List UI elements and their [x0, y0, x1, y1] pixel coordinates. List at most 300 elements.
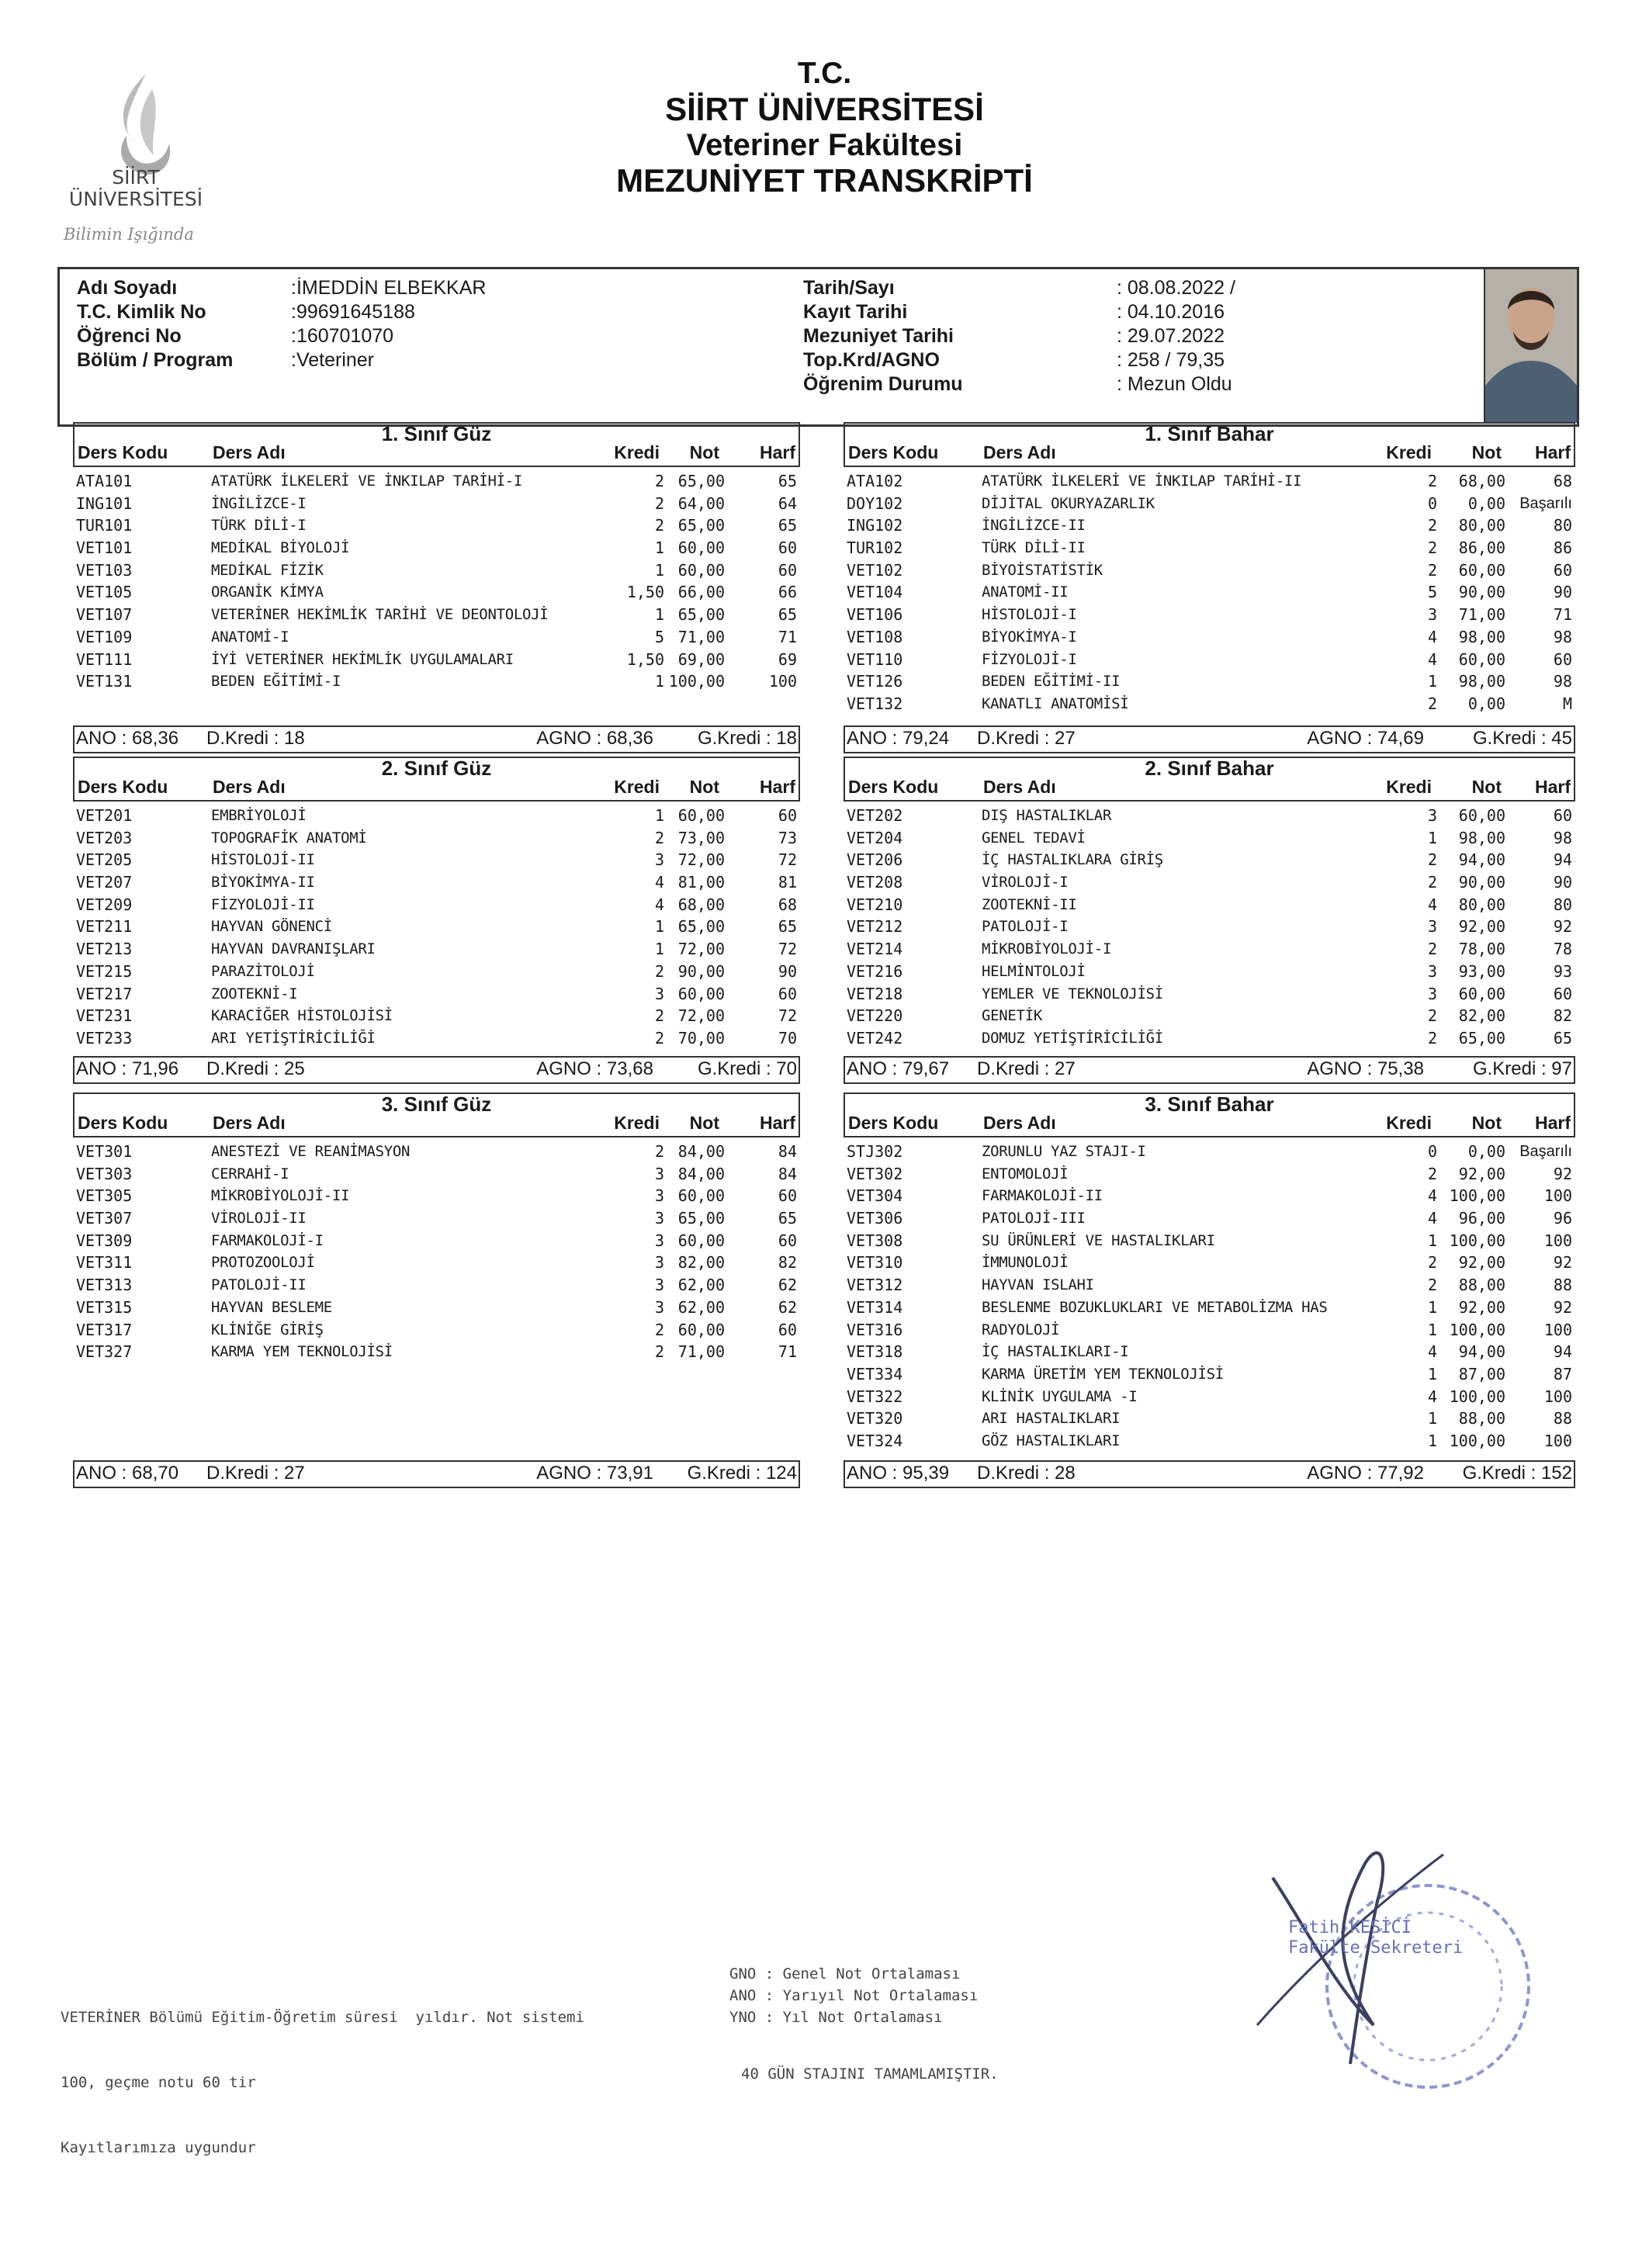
- course-row: [844, 961, 1575, 983]
- course-not: 90,00: [1458, 873, 1505, 892]
- course-code: VET304: [847, 1186, 903, 1206]
- course-row: [844, 1163, 1575, 1186]
- course-row: [844, 626, 1575, 649]
- course-name: GENETİK: [982, 1007, 1042, 1025]
- summary-gkredi: G.Kredi : 152: [1462, 1463, 1572, 1484]
- course-kredi: 1: [1427, 1364, 1437, 1383]
- course-code: VET308: [847, 1231, 903, 1250]
- course-kredi: 1: [654, 806, 664, 825]
- course-not: 60,00: [1458, 984, 1505, 1003]
- course-not: 100,00: [1449, 1186, 1505, 1206]
- course-harf: 71: [778, 627, 797, 646]
- course-kredi: 3: [654, 984, 664, 1003]
- footer-note-3: Kayıtlarımıza uygundur: [61, 2139, 256, 2156]
- course-harf: Başarılı: [1519, 1143, 1572, 1160]
- course-code: STJ302: [847, 1142, 903, 1161]
- course-not: 72,00: [677, 850, 725, 870]
- course-name: BEDEN EĞİTİMİ-II: [982, 673, 1121, 691]
- course-harf: 60: [778, 984, 797, 1003]
- course-harf: 98: [1553, 672, 1572, 691]
- course-kredi: 3: [654, 1253, 664, 1273]
- course-name: PATOLOJİ-II: [211, 1276, 307, 1294]
- course-harf: 60: [1553, 649, 1572, 669]
- course-kredi: 3: [1427, 984, 1437, 1003]
- course-harf: 100: [1543, 1186, 1572, 1206]
- course-row: [73, 514, 800, 537]
- course-code: VET103: [76, 560, 133, 580]
- col-header-not: Not: [689, 1113, 719, 1133]
- col-header-harf: Harf: [759, 1113, 795, 1133]
- semester-header: [844, 422, 1575, 467]
- course-code: VET303: [76, 1164, 133, 1183]
- course-name: KARACİĞER HİSTOLOJİSİ: [211, 1007, 393, 1025]
- summary-dkredi: D.Kredi : 27: [977, 1058, 1076, 1079]
- course-list: [73, 1141, 800, 1363]
- course-code: VET211: [76, 917, 133, 937]
- course-name: HİSTOLOJİ-II: [211, 851, 315, 869]
- course-not: 92,00: [1458, 917, 1505, 937]
- course-kredi: 0: [1427, 1142, 1437, 1161]
- course-code: VET204: [847, 828, 903, 847]
- col-header-name: Ders Adı: [213, 1113, 286, 1133]
- summary-ano: ANO : 79,67: [847, 1058, 950, 1079]
- course-not: 71,00: [677, 1342, 725, 1362]
- summary-gkredi: G.Kredi : 18: [697, 728, 797, 749]
- course-harf: 90: [778, 961, 797, 981]
- col-header-harf: Harf: [1534, 777, 1571, 797]
- semester-title: 2. Sınıf Bahar: [1145, 757, 1274, 780]
- course-code: VET213: [76, 940, 133, 959]
- course-harf: 92: [1553, 1164, 1572, 1183]
- course-kredi: 1: [654, 560, 664, 580]
- semester-summary: [844, 1460, 1575, 1488]
- course-code: VET307: [76, 1209, 133, 1228]
- col-header-code: Ders Kodu: [78, 777, 168, 797]
- durum-label: Öğrenim Durumu: [803, 373, 963, 395]
- course-not: 98,00: [1458, 828, 1505, 847]
- course-name: ENTOMOLOJİ: [982, 1165, 1069, 1182]
- course-name: HAYVAN ISLAHI: [982, 1276, 1094, 1294]
- course-kredi: 2: [1427, 1253, 1437, 1273]
- course-not: 80,00: [1458, 516, 1505, 535]
- course-harf: 82: [1553, 1006, 1572, 1026]
- course-harf: 92: [1553, 1253, 1572, 1273]
- course-not: 65,00: [677, 472, 725, 490]
- course-code: VET318: [847, 1342, 903, 1362]
- tc-value: :99691645188: [291, 301, 415, 323]
- course-harf: 60: [1553, 806, 1572, 825]
- course-harf: 65: [1553, 1028, 1572, 1047]
- course-code: DOY102: [847, 493, 903, 513]
- col-header-kredi: Kredi: [614, 442, 660, 462]
- course-harf: 92: [1553, 1297, 1572, 1317]
- course-code: VET108: [847, 627, 903, 646]
- col-header-harf: Harf: [1534, 1113, 1571, 1133]
- course-harf: 82: [778, 1253, 797, 1273]
- course-harf: 90: [1553, 583, 1572, 602]
- col-header-not: Not: [689, 442, 719, 462]
- course-harf: 71: [778, 1342, 797, 1362]
- course-code: VET109: [76, 627, 133, 646]
- course-harf: 68: [1553, 472, 1572, 490]
- course-harf: 64: [778, 493, 797, 513]
- course-not: 100,00: [1449, 1431, 1505, 1450]
- course-list: [844, 470, 1575, 715]
- course-name: ATATÜRK İLKELERİ VE İNKILAP TARİHİ-I: [211, 473, 523, 490]
- footer-notes: [61, 1963, 584, 2180]
- semester-3-guz: [73, 1092, 800, 1487]
- course-harf: 62: [778, 1276, 797, 1295]
- course-code: VET316: [847, 1320, 903, 1339]
- student-info-box: [57, 267, 1579, 427]
- course-code: VET101: [76, 538, 133, 558]
- course-not: 92,00: [1458, 1164, 1505, 1183]
- course-harf: 60: [778, 806, 797, 825]
- course-kredi: 3: [654, 1186, 664, 1206]
- signatory: [1288, 1918, 1463, 1958]
- course-name: İÇ HASTALIKLARA GİRİŞ: [982, 851, 1163, 869]
- course-kredi: 1: [1427, 672, 1437, 691]
- course-list: [844, 1141, 1575, 1453]
- course-not: 66,00: [677, 583, 725, 602]
- course-not: 60,00: [677, 1231, 725, 1250]
- logo-wordmark: [62, 167, 210, 210]
- summary-gkredi: G.Kredi : 124: [687, 1463, 797, 1484]
- course-code: TUR102: [847, 538, 903, 558]
- course-row: [844, 1207, 1575, 1230]
- course-name: EMBRİYOLOJİ: [211, 807, 307, 824]
- course-not: 90,00: [1458, 583, 1505, 602]
- col-header-not: Not: [1471, 442, 1502, 462]
- footer-note-2: 100, geçme notu 60 tir: [61, 2074, 256, 2091]
- course-not: 60,00: [677, 1186, 725, 1206]
- course-row: [73, 1274, 800, 1297]
- semester-title: 3. Sınıf Bahar: [1145, 1092, 1274, 1116]
- legend-ano: ANO : Yarıyıl Not Ortalaması: [729, 1987, 979, 2004]
- col-header-name: Ders Adı: [983, 1113, 1056, 1133]
- course-harf: 93: [1553, 961, 1572, 981]
- course-name: MEDİKAL FİZİK: [211, 561, 324, 579]
- course-name: FİZYOLOJİ-I: [982, 650, 1077, 668]
- course-harf: M: [1562, 694, 1572, 713]
- ogrenci-value: :160701070: [291, 325, 394, 347]
- course-not: 60,00: [677, 538, 725, 558]
- course-harf: 60: [778, 538, 797, 558]
- course-kredi: 2: [654, 1342, 664, 1362]
- course-row: [844, 649, 1575, 671]
- course-name: ARI YETİŞTİRİCİLİĞİ: [211, 1029, 376, 1047]
- course-row: [73, 493, 800, 515]
- course-name: DIŞ HASTALIKLAR: [982, 807, 1112, 824]
- course-not: 60,00: [1458, 806, 1505, 825]
- course-harf: 65: [778, 1209, 797, 1228]
- course-kredi: 4: [1427, 895, 1437, 914]
- course-not: 60,00: [677, 560, 725, 580]
- course-kredi: 1: [1427, 1320, 1437, 1339]
- logo-motto: Bilimin Işığında: [64, 225, 194, 244]
- course-kredi: 1: [1427, 828, 1437, 847]
- course-kredi: 2: [654, 1028, 664, 1047]
- course-row: [844, 1252, 1575, 1274]
- course-row: [73, 1297, 800, 1319]
- course-name: İNGİLİZCE-II: [982, 517, 1086, 535]
- course-not: 82,00: [1458, 1006, 1505, 1026]
- course-row: [73, 1185, 800, 1207]
- course-code: VET315: [76, 1297, 133, 1317]
- course-harf: 80: [1553, 516, 1572, 535]
- semester-summary: [844, 1056, 1575, 1084]
- semester-header: [844, 757, 1575, 802]
- course-code: VET302: [847, 1164, 903, 1183]
- course-harf: 100: [1543, 1320, 1572, 1339]
- course-name: FİZYOLOJİ-II: [211, 895, 315, 913]
- summary-ano: ANO : 71,96: [76, 1058, 179, 1079]
- course-harf: 65: [778, 605, 797, 625]
- official-stamp-signature: [1242, 1831, 1544, 2095]
- signatory-name: Fatih KESİCİ: [1288, 1918, 1412, 1937]
- course-name: FARMAKOLOJİ-II: [982, 1187, 1103, 1205]
- course-not: 70,00: [677, 1028, 725, 1047]
- course-name: ORGANİK KİMYA: [211, 583, 324, 601]
- course-code: VET313: [76, 1276, 133, 1295]
- course-harf: 60: [778, 1186, 797, 1206]
- course-not: 60,00: [677, 1320, 725, 1339]
- col-header-kredi: Kredi: [614, 1113, 660, 1133]
- course-not: 80,00: [1458, 895, 1505, 914]
- course-row: [844, 1230, 1575, 1252]
- course-row: [844, 1430, 1575, 1453]
- summary-ano: ANO : 95,39: [847, 1463, 950, 1484]
- course-kredi: 4: [654, 873, 664, 892]
- course-name: ARI HASTALIKLARI: [982, 1410, 1121, 1428]
- course-harf: 68: [778, 895, 797, 914]
- col-header-code: Ders Kodu: [848, 777, 939, 797]
- course-row: [844, 1386, 1575, 1408]
- course-code: ING101: [76, 493, 133, 513]
- course-row: [844, 514, 1575, 537]
- legend-gno: GNO : Genel Not Ortalaması: [729, 1965, 961, 1982]
- course-not: 60,00: [1458, 560, 1505, 580]
- course-name: İÇ HASTALIKLARI-I: [982, 1343, 1129, 1361]
- course-harf: 60: [778, 560, 797, 580]
- mezuniyet-value: : 29.07.2022: [1117, 325, 1225, 347]
- course-harf: Başarılı: [1519, 494, 1572, 512]
- course-not: 96,00: [1458, 1209, 1505, 1228]
- course-kredi: 2: [654, 472, 664, 490]
- course-name: KANATLI ANATOMİSİ: [982, 694, 1129, 712]
- course-name: KLİNİĞE GİRİŞ: [211, 1321, 324, 1338]
- summary-agno: AGNO : 74,69: [1307, 728, 1424, 749]
- course-code: VET327: [76, 1342, 133, 1362]
- course-kredi: 4: [1427, 627, 1437, 646]
- semester-2-guz: [73, 757, 800, 1082]
- course-code: VET206: [847, 850, 903, 870]
- course-row: [73, 827, 800, 850]
- course-code: VET231: [76, 1006, 133, 1026]
- course-name: MİKROBİYOLOJİ-II: [211, 1187, 350, 1205]
- course-row: [844, 693, 1575, 715]
- course-harf: 86: [1553, 538, 1572, 558]
- course-harf: 88: [1553, 1276, 1572, 1295]
- course-code: VET111: [76, 649, 133, 669]
- course-name: BİYOİSTATİSTİK: [982, 561, 1103, 579]
- course-kredi: 3: [1427, 917, 1437, 937]
- semester-3-bahar: [844, 1092, 1575, 1487]
- course-row: [844, 1341, 1575, 1363]
- semester-summary: [73, 1460, 800, 1488]
- summary-dkredi: D.Kredi : 25: [206, 1058, 305, 1079]
- course-row: [73, 1141, 800, 1163]
- course-kredi: 4: [1427, 1209, 1437, 1228]
- course-kredi: 4: [654, 895, 664, 914]
- title-faculty: Veteriner Fakültesi: [686, 128, 963, 162]
- course-kredi: 1: [1427, 1231, 1437, 1250]
- course-name: RADYOLOJİ: [982, 1321, 1060, 1338]
- course-code: VET126: [847, 672, 903, 691]
- signatory-title: Fakülte Sekreteri: [1288, 1938, 1464, 1958]
- course-row: [844, 1297, 1575, 1319]
- course-row: [844, 894, 1575, 916]
- semester-2-bahar: [844, 757, 1575, 1082]
- course-row: [844, 559, 1575, 582]
- summary-agno: AGNO : 73,91: [536, 1463, 653, 1484]
- course-name: BESLENME BOZUKLUKLARI VE METABOLİZMA HAS: [982, 1298, 1328, 1316]
- course-row: [73, 916, 800, 938]
- course-name: İYİ VETERİNER HEKİMLİK UYGULAMALARI: [211, 650, 514, 668]
- course-kredi: 2: [654, 516, 664, 535]
- course-not: 78,00: [1458, 940, 1505, 959]
- course-code: VET207: [76, 873, 133, 892]
- course-row: [73, 1252, 800, 1274]
- col-header-kredi: Kredi: [1386, 777, 1432, 797]
- course-not: 98,00: [1458, 672, 1505, 691]
- course-harf: 72: [778, 940, 797, 959]
- course-row: [844, 1005, 1575, 1027]
- course-not: 68,00: [677, 895, 725, 914]
- summary-dkredi: D.Kredi : 28: [977, 1463, 1076, 1484]
- course-harf: 60: [1553, 560, 1572, 580]
- course-harf: 71: [1553, 605, 1572, 625]
- summary-dkredi: D.Kredi : 27: [206, 1463, 305, 1484]
- course-row: [73, 849, 800, 871]
- course-code: VET309: [76, 1231, 133, 1250]
- course-kredi: 3: [654, 1164, 664, 1183]
- course-code: VET205: [76, 850, 133, 870]
- course-not: 100,00: [668, 672, 725, 691]
- course-not: 100,00: [1449, 1387, 1505, 1406]
- course-kredi: 2: [1427, 1006, 1437, 1026]
- col-header-code: Ders Kodu: [848, 442, 939, 462]
- course-not: 65,00: [677, 1209, 725, 1228]
- course-row: [844, 916, 1575, 938]
- course-harf: 65: [778, 516, 797, 535]
- course-name: HAYVAN GÖNENCİ: [211, 918, 332, 936]
- semester-header: [73, 757, 800, 802]
- course-harf: 100: [1543, 1387, 1572, 1406]
- course-code: VET312: [847, 1276, 903, 1295]
- course-row: [73, 1341, 800, 1363]
- course-name: HELMİNTOLOJİ: [982, 962, 1086, 980]
- course-row: [73, 537, 800, 559]
- title-university: SİİRT ÜNİVERSİTESİ: [665, 91, 984, 127]
- course-code: VET317: [76, 1320, 133, 1339]
- course-row: [844, 1185, 1575, 1207]
- course-kredi: 0: [1427, 493, 1437, 513]
- course-kredi: 2: [654, 493, 664, 513]
- course-kredi: 2: [654, 828, 664, 847]
- col-header-kredi: Kredi: [614, 777, 660, 797]
- internship-note: 40 GÜN STAJINI TAMAMLAMIŞTIR.: [741, 2065, 999, 2083]
- course-code: VET305: [76, 1186, 133, 1206]
- course-name: VİROLOJİ-I: [982, 874, 1069, 892]
- course-harf: 60: [778, 1231, 797, 1250]
- course-not: 92,00: [1458, 1297, 1505, 1317]
- course-name: KARMA YEM TEKNOLOJİSİ: [211, 1343, 393, 1361]
- course-kredi: 3: [654, 1231, 664, 1250]
- col-header-name: Ders Adı: [983, 442, 1056, 462]
- course-name: BİYOKİMYA-II: [211, 874, 315, 892]
- course-name: BİYOKİMYA-I: [982, 628, 1077, 646]
- course-kredi: 2: [1427, 694, 1437, 713]
- course-kredi: 3: [654, 1276, 664, 1295]
- course-row: [844, 581, 1575, 604]
- course-row: [844, 1027, 1575, 1050]
- course-row: [73, 1207, 800, 1230]
- course-row: [844, 827, 1575, 850]
- course-kredi: 5: [1427, 583, 1437, 602]
- course-kredi: 2: [654, 1006, 664, 1026]
- course-harf: 69: [778, 649, 797, 669]
- course-code: VET217: [76, 984, 133, 1003]
- course-code: VET201: [76, 806, 133, 825]
- course-kredi: 2: [1427, 560, 1437, 580]
- course-kredi: 3: [654, 850, 664, 870]
- kayit-value: : 04.10.2016: [1117, 301, 1225, 323]
- course-not: 62,00: [677, 1297, 725, 1317]
- course-name: ANATOMİ-I: [211, 628, 289, 646]
- course-kredi: 1: [654, 940, 664, 959]
- course-not: 94,00: [1458, 1342, 1505, 1362]
- course-name: CERRAHİ-I: [211, 1165, 289, 1182]
- course-not: 84,00: [677, 1164, 725, 1183]
- course-harf: 100: [1543, 1431, 1572, 1450]
- course-harf: 72: [778, 850, 797, 870]
- course-harf: 80: [1553, 895, 1572, 914]
- course-not: 92,00: [1458, 1253, 1505, 1273]
- course-kredi: 2: [1427, 873, 1437, 892]
- title-tc: T.C.: [797, 57, 852, 90]
- summary-agno: AGNO : 68,36: [536, 728, 653, 749]
- course-row: [73, 1319, 800, 1342]
- course-code: ING102: [847, 516, 903, 535]
- course-name: İNGİLİZCE-I: [211, 494, 307, 512]
- course-row: [73, 581, 800, 604]
- course-name: HAYVAN DAVRANIŞLARI: [211, 940, 376, 958]
- course-harf: 94: [1553, 1342, 1572, 1362]
- course-kredi: 4: [1427, 1342, 1437, 1362]
- semester-title: 1. Sınıf Bahar: [1145, 422, 1274, 445]
- summary-ano: ANO : 79,24: [847, 728, 950, 749]
- course-not: 98,00: [1458, 627, 1505, 646]
- course-row: [73, 559, 800, 582]
- course-not: 65,00: [677, 605, 725, 625]
- col-header-name: Ders Adı: [983, 777, 1056, 797]
- semester-title: 3. Sınıf Güz: [381, 1092, 492, 1116]
- course-kredi: 2: [1427, 1028, 1437, 1047]
- col-header-code: Ders Kodu: [78, 1113, 168, 1133]
- course-harf: 98: [1553, 828, 1572, 847]
- tc-label: T.C. Kimlik No: [77, 301, 206, 323]
